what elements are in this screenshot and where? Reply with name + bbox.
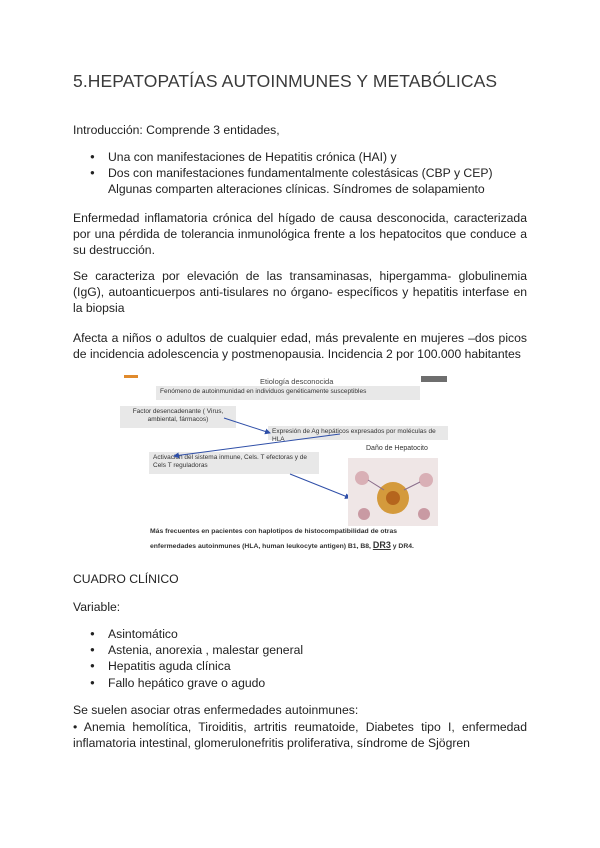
intro-bullet-item: ● Una con manifestaciones de Hepatitis crónica (HAI) y [90,149,530,165]
figure-box-antigen: Expresión de Ag hepáticos expresados por moléculas de HLA [268,426,448,440]
paragraph-epidemiology: Afecta a niños o adultos de cualquier edad, más prevalente en mujeres –dos picos de incidencia adolescencia y postmenopausia. Incidencia 2 por 100.000 habitantes [73,331,527,362]
paragraph-definition: Enfermedad inflamatoria crónica del hígado de causa desconocida, caracterizada por una pérdida de tolerancia inmunológica frente a los hepatocitos que conduce a su destrucción. [73,211,527,258]
intro-bullet-list [90,149,530,198]
clinical-heading: CUADRO CLÍNICO [73,572,179,586]
figure-caption-line2 [150,540,414,550]
figure-box-trigger: Factor desencadenante ( Virus, ambiental, fármacos) [120,406,236,428]
page-title: 5.HEPATOPATÍAS AUTOINMUNES Y METABÓLICAS [73,71,498,91]
clinical-bullet-item: ● Fallo hepático grave o agudo [90,675,530,691]
arrow-antigen-to-activation [174,434,340,456]
associated-diseases: • Anemia hemolítica, Tiroiditis, artritis reumatoide, Diabetes tipo I, enfermedad inflamatoria intestinal, glomerulonefritis proliferativa, síndrome de Sjögren [73,720,527,751]
clinical-bullet-item: ● Hepatitis aguda clínica [90,658,530,674]
arrow-activation-to-damage [290,474,350,498]
hepatocyte-damage-title: Daño de Hepatocito [366,445,428,452]
figure-caption-line1: Más frecuentes en pacientes con haplotipos de histocompatibilidad de otras [150,528,398,535]
arrow-trigger-to-antigen [224,418,270,433]
caption-text: enfermedades autoinmunes (HLA, human leukocyte antigen) B1, B8, [150,543,371,550]
clinical-bullet-item: ● Asintomático [90,626,530,642]
paragraph-characteristics: Se caracteriza por elevación de las transaminasas, hipergamma- globulinemia (IgG), autoanticuerpos anti-tisulares no órgano- específicos y hepatitis interfase en la biopsia [73,269,527,316]
variable-label: Variable: [73,600,121,614]
pathogenesis-figure [120,370,450,552]
caption-dr3: DR3 [372,540,391,550]
intro-bullet-item: ● Dos con manifestaciones fundamentalmente colestásicas (CBP y CEP) [90,165,530,181]
intro-text: Introducción: Comprende 3 entidades, [73,123,280,137]
figure-box-activation: Activación del sistema inmune, Cels. T efectoras y de Cels T reguladoras [149,452,319,474]
hepatocyte-illustration [348,458,438,526]
clinical-bullet-list [90,626,530,691]
caption-text-end: y DR4. [392,543,414,550]
figure-title: Etiología desconocida [260,377,334,386]
associated-heading: Se suelen asociar otras enfermedades autoinmunes: [73,703,359,717]
intro-continuation: Algunas comparten alteraciones clínicas. Síndromes de solapamiento [108,182,485,197]
clinical-bullet-item: ● Astenia, anorexia , malestar general [90,642,530,658]
figure-box-autoimmunity: Fenómeno de autoinmunidad en individuos genéticamente susceptibles [156,386,420,400]
